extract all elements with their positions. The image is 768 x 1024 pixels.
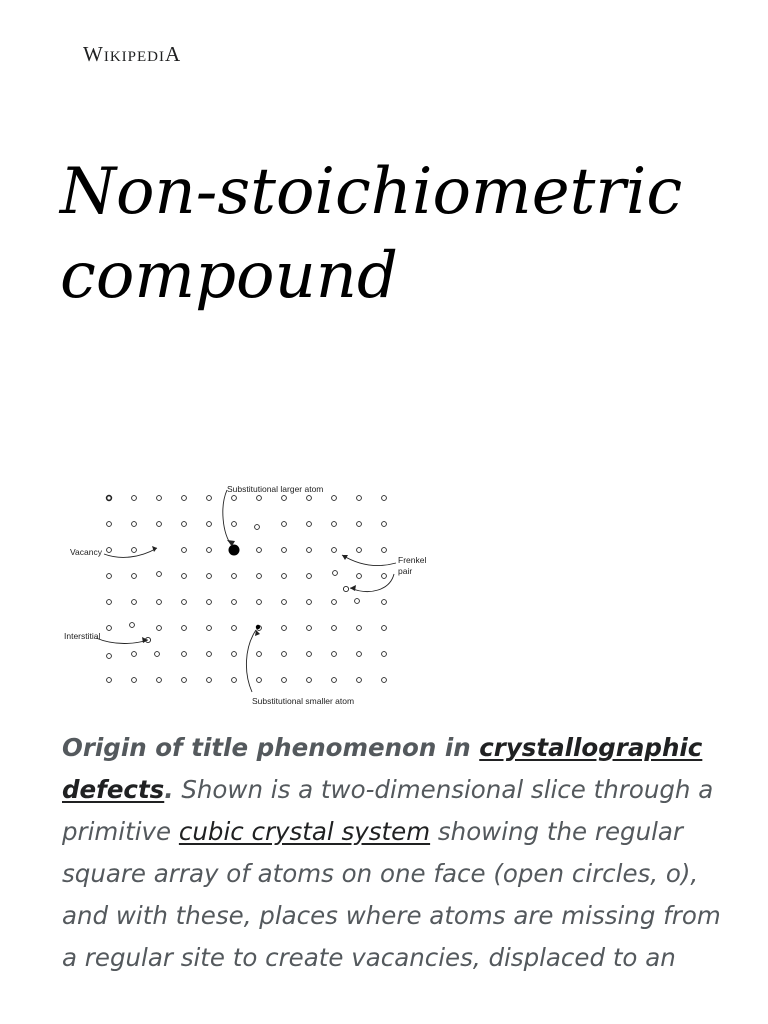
lattice-atom xyxy=(307,678,312,683)
label-substitutional-smaller: Substitutional smaller atom xyxy=(252,696,355,706)
lattice-atom xyxy=(332,678,337,683)
cubic-crystal-system-link[interactable]: cubic crystal system xyxy=(178,817,431,846)
page-title xyxy=(60,150,740,318)
lattice-atom xyxy=(232,626,237,631)
lattice-atom xyxy=(182,496,187,501)
lattice-atom xyxy=(207,678,212,683)
lattice-atom xyxy=(157,572,162,577)
caption-text-1: Shown is a two-dimensional slice through a primitive xyxy=(62,775,714,846)
lattice-atom xyxy=(282,652,287,657)
lattice-atom xyxy=(307,600,312,605)
lattice-atom xyxy=(132,548,137,553)
frenkel-displaced-atom xyxy=(343,586,348,591)
lattice-atom xyxy=(382,678,387,683)
lattice-atom xyxy=(107,626,112,631)
figure-caption xyxy=(62,727,722,979)
lattice-atom xyxy=(382,626,387,631)
arrow-frenkel-upper xyxy=(342,555,396,566)
lattice-atom xyxy=(207,522,212,527)
lattice-atom xyxy=(307,652,312,657)
label-frenkel-line2: pair xyxy=(398,566,413,576)
lattice-atom xyxy=(255,525,260,530)
lattice-atom xyxy=(107,548,112,553)
lattice-atom xyxy=(382,600,387,605)
lattice-atom xyxy=(232,600,237,605)
lattice-atom xyxy=(307,522,312,527)
annotation-arrows xyxy=(96,490,396,692)
substitutional-smaller-atom xyxy=(256,625,260,629)
lattice-atom xyxy=(307,496,312,501)
lattice-atom xyxy=(282,522,287,527)
lattice-atom xyxy=(357,522,362,527)
lattice-atom xyxy=(382,522,387,527)
lattice-atom xyxy=(207,548,212,553)
lattice-atom xyxy=(107,496,112,501)
lattice-atom xyxy=(182,652,187,657)
crystal-defects-figure[interactable] xyxy=(60,478,430,712)
lattice-atom xyxy=(282,600,287,605)
lattice-atom xyxy=(257,652,262,657)
lattice-atom xyxy=(332,522,337,527)
lattice-atom xyxy=(355,599,360,604)
lattice-atom xyxy=(282,574,287,579)
lattice-atom xyxy=(357,652,362,657)
lattice-atom xyxy=(232,574,237,579)
lattice-atom xyxy=(257,600,262,605)
page-title-line2: compound xyxy=(60,239,398,313)
lattice-atom xyxy=(333,571,338,576)
lattice-atom xyxy=(107,522,112,527)
label-frenkel-line1: Frenkel xyxy=(398,555,427,565)
lattice-atom xyxy=(282,678,287,683)
lattice-atom xyxy=(207,496,212,501)
lattice-atom xyxy=(207,574,212,579)
lattice-atom xyxy=(182,600,187,605)
lattice-atom xyxy=(182,678,187,683)
lattice-atom xyxy=(182,626,187,631)
lattice-atom xyxy=(382,548,387,553)
wikipedia-wordmark[interactable]: WIKIPEDIA xyxy=(83,42,182,66)
caption-text-2: showing the regular square array of atoms on one face (open circles, o), and with these, places where atoms are missing from a regular site to create vacancies, displaced to an xyxy=(62,817,721,972)
caption-lead-text: Origin of title phenomenon in xyxy=(62,733,480,762)
lattice-atom xyxy=(357,626,362,631)
caption-lead-period: . xyxy=(164,775,174,804)
lattice-atom xyxy=(132,496,137,501)
page-title-line1: Non-stoichiometric xyxy=(60,155,683,229)
lattice-atom xyxy=(132,522,137,527)
lattice-atom xyxy=(157,496,162,501)
lattice-atom xyxy=(382,496,387,501)
lattice-atom xyxy=(257,678,262,683)
lattice-atom xyxy=(282,548,287,553)
lattice-atom xyxy=(132,600,137,605)
arrowhead-frenkel-lower xyxy=(350,585,356,591)
lattice-atom xyxy=(107,654,112,659)
lattice-atom xyxy=(232,652,237,657)
lattice-atom xyxy=(157,600,162,605)
substitutional-larger-atom xyxy=(229,545,240,556)
lattice-atom xyxy=(182,522,187,527)
lattice-atom xyxy=(332,548,337,553)
label-vacancy: Vacancy xyxy=(70,547,102,557)
lattice-atom xyxy=(282,626,287,631)
lattice-atom xyxy=(132,652,137,657)
lattice-atom xyxy=(257,574,262,579)
lattice-atom xyxy=(332,496,337,501)
lattice-atom xyxy=(132,678,137,683)
lattice-atom xyxy=(107,600,112,605)
lattice-atom xyxy=(182,574,187,579)
arrow-interstitial xyxy=(96,638,148,644)
lattice-atom xyxy=(257,496,262,501)
lattice-atom xyxy=(382,652,387,657)
lattice-atom xyxy=(307,574,312,579)
label-substitutional-larger: Substitutional larger atom xyxy=(227,484,324,494)
arrow-substitutional-smaller xyxy=(246,630,256,692)
lattice-atom xyxy=(155,652,160,657)
lattice-atom xyxy=(357,548,362,553)
lattice-atom xyxy=(207,652,212,657)
lattice-atom xyxy=(232,678,237,683)
lattice-atom xyxy=(232,496,237,501)
lattice-diagram xyxy=(60,478,430,712)
lattice-atom xyxy=(157,626,162,631)
lattice-atom xyxy=(130,623,135,628)
lattice-atom xyxy=(357,496,362,501)
arrow-vacancy xyxy=(104,548,157,557)
lattice-atom xyxy=(232,522,237,527)
lattice-atom xyxy=(157,522,162,527)
lattice-atom xyxy=(307,626,312,631)
arrow-substitutional-larger xyxy=(223,490,232,546)
lattice-atom xyxy=(157,678,162,683)
lattice-atom xyxy=(307,548,312,553)
lattice-atom xyxy=(332,600,337,605)
crystallographic-defects-link[interactable]: crystallographic defects xyxy=(62,733,703,804)
lattice-atom xyxy=(282,496,287,501)
lattice-atom xyxy=(257,548,262,553)
lattice-atom xyxy=(357,574,362,579)
figure-labels xyxy=(64,484,426,706)
arrowhead-vacancy xyxy=(152,546,157,552)
arrow-heads xyxy=(142,540,356,643)
lattice-atom xyxy=(207,600,212,605)
lattice-atom xyxy=(182,548,187,553)
lattice-atom xyxy=(332,626,337,631)
lattice-atom xyxy=(357,678,362,683)
label-interstitial: Interstitial xyxy=(64,631,101,641)
lattice-atom xyxy=(132,574,137,579)
lattice-atom xyxy=(332,652,337,657)
lattice-atom xyxy=(207,626,212,631)
lattice-atom xyxy=(107,678,112,683)
lattice-atoms xyxy=(107,496,387,683)
lattice-atom xyxy=(107,574,112,579)
lattice-atom xyxy=(382,574,387,579)
